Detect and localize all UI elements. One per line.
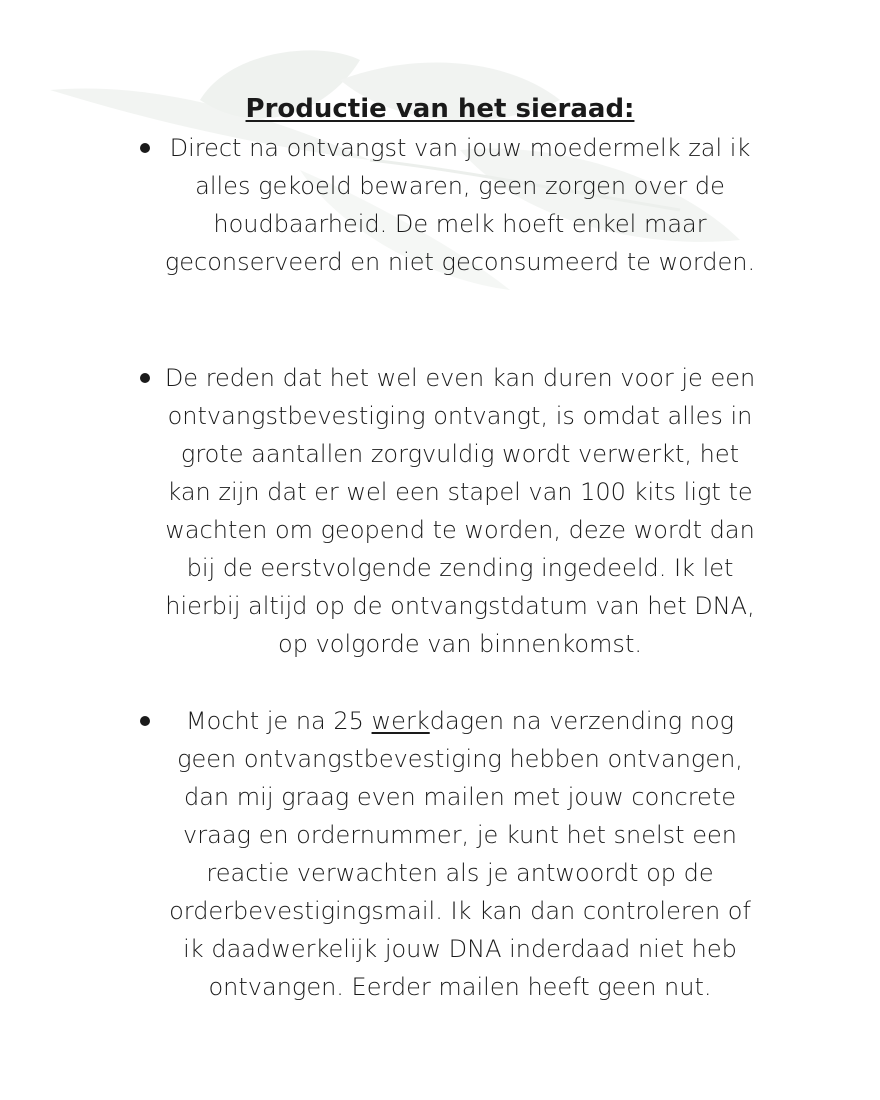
bullet-item-2: De reden dat het wel even kan duren voor je een ontvangstbevestiging ontvangt, is omdat alles in grote aantallen zorgvuldig wordt verwerkt, het kan zijn dat er wel een stapel van 100 kits ligt te wachten om geopend te worden, deze wordt dan bij de eerstvolgende zending ingedeeld. Ik let hierbij altijd op de ontvangstdatum van het DNA, op volgorde van binnenkomst. [164, 364, 756, 658]
page-title [0, 92, 880, 126]
bullet-item-1: Direct na ontvangst van jouw moedermelk zal ik alles gekoeld bewaren, geen zorgen over de houdbaarheid. De melk hoeft enkel maar geconserveerd en niet geconsumeerd te worden. [164, 134, 756, 276]
bullet-item-3 [160, 702, 760, 1006]
bullet-marker-1 [140, 143, 150, 153]
bullet-marker-3 [140, 716, 150, 726]
bullet-marker-2 [140, 373, 150, 383]
bullet-3-text-after: dagen na verzending nog geen ontvangstbevestiging hebben ontvangen, dan mij graag even mailen met jouw concrete vraag en ordernummer, je kunt het snelst een reactie verwachten als je antwoordt op de orderbevestigingsmail. Ik kan dan controleren of ik daadwerkelijk jouw DNA inderdaad niet heb ontvangen. Eerder mailen heeft geen nut. [169, 707, 751, 1001]
page-title-text: Productie van het sieraad: [245, 94, 635, 124]
bullet-3-text-before: Mocht je na 25 [185, 707, 372, 735]
bullet-3-underlined-word: werk [371, 707, 430, 735]
